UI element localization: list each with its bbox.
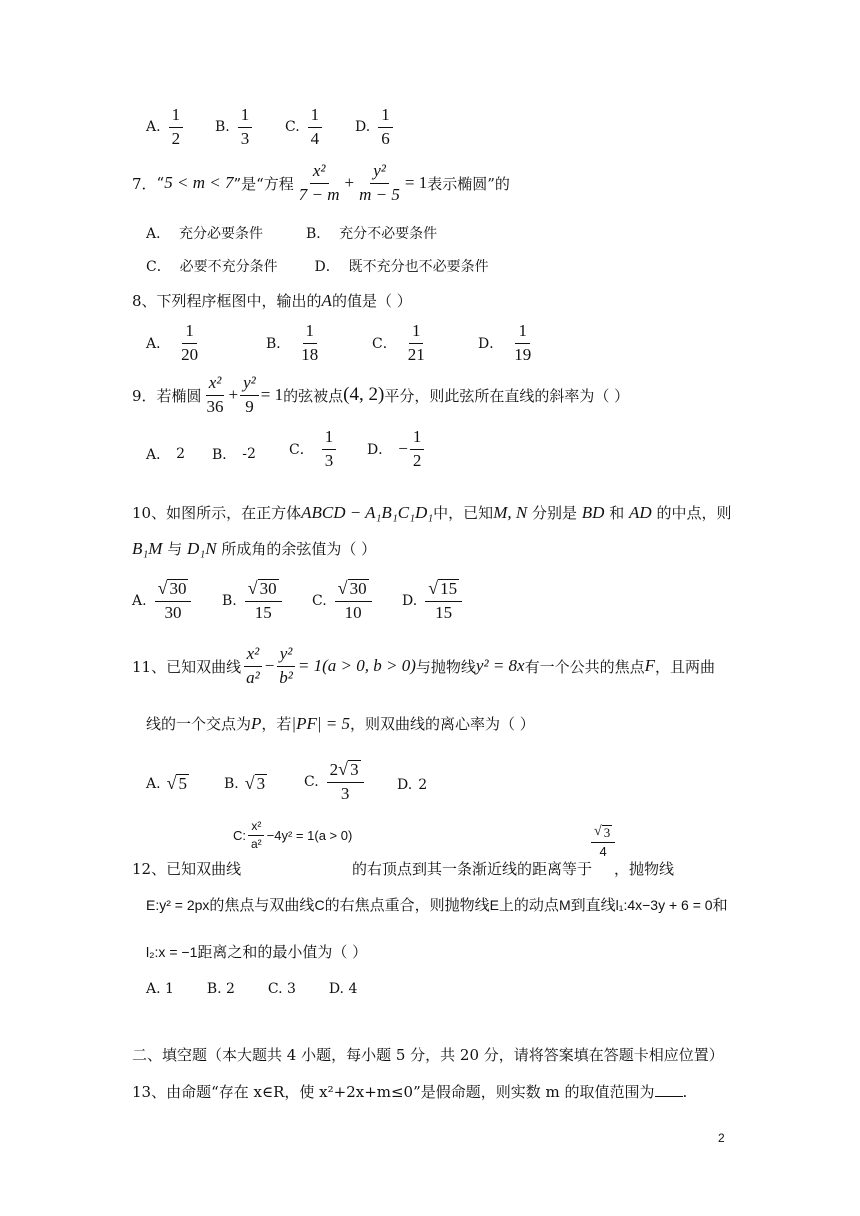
q11-stem-line-1: 11、已知双曲线 $\frac{\text{x²}}{\text{a²}}$ − $\frac{\text{y²}}{\text{b²}}$ = 1(a > 0, b > 0) 与抛物线 y² = 8x 有一个公共的焦点 F ，且两曲 [132, 644, 716, 687]
sqrt: √ 5 [166, 773, 187, 793]
option-text: 充分必要条件 [179, 226, 264, 242]
option-label: D. [355, 119, 371, 136]
option-label: D. [328, 981, 345, 997]
sqrt: √ 3 [594, 824, 611, 840]
fraction: $\frac{\text{x²}}{36}$ [206, 373, 224, 416]
sqrt: √ 30 [247, 578, 277, 598]
q12-stem-line-3: l₂:x = −1距离之和的最小值为（ ） [146, 943, 368, 961]
q12-options: A. 1 B. 2 C. 3 D. 4 [146, 981, 358, 997]
option-label: D． [314, 259, 340, 275]
option-label: B. [206, 981, 222, 997]
q6-option-c [285, 106, 324, 148]
q10-option-b: B. √ 30 15 [222, 579, 284, 622]
q8-option-c: C． $\frac{1}{21}$ [372, 322, 430, 364]
q12-stem-line-2: E:y² = 2px的焦点与双曲线C的右焦点重合，则抛物线E上的动点M到直线l₁:4x−3y + 6 = 0和 [146, 896, 728, 914]
fraction: √ 30 10 [335, 579, 372, 622]
q8-option-b: B． $\frac{1}{18}$ [266, 322, 323, 364]
option-label: A． [146, 226, 171, 242]
sqrt: √ 30 [157, 578, 187, 598]
sqrt: √ 15 [428, 578, 458, 598]
q11-option-a: A. √ 5 [146, 773, 187, 793]
q7-stem: 7． “ 5 < m < 7 ”是“方程 $\frac{\text{x²}}{7 - m}$ + $\frac{\text{y²}}{m - 5}$ = 1 表示椭圆”的 [132, 161, 510, 204]
fraction: $\frac{1}{19}$ [514, 321, 532, 364]
answer-blank [655, 1082, 683, 1097]
option-label: C. [267, 981, 283, 997]
sqrt: √ 30 [337, 578, 367, 598]
q6-option-a [146, 106, 185, 148]
q7-options-row-2 [146, 260, 489, 274]
option-text: 必要不充分条件 [179, 259, 278, 275]
q10-option-c: C. √ 30 10 [312, 579, 374, 622]
fraction: $\frac{\text{y²}}{9}$ [240, 374, 259, 416]
fraction: $\frac{1}{21}$ [407, 321, 425, 364]
q11-option-c: C. 2 √ 3 3 [304, 760, 366, 803]
q12-curve-formula: C: $\frac{\text{x²}}{\text{a²}}$ −4y² = 1(a > 0) [233, 819, 353, 852]
sqrt: √ 3 [244, 773, 266, 793]
q7-condition: 5 < m < 7 [164, 173, 234, 193]
q10-stem-line-1: 10、如图所示，在正方体ABCD − A₁B₁C₁D₁中，已知M, N 分别是 BD 和 AD 的中点，则 [132, 503, 732, 522]
fraction: 2 √ 3 3 [327, 760, 364, 803]
q6-option-d [355, 106, 395, 148]
fraction: √ 3 4 [591, 824, 615, 860]
q8-option-a: A． $\frac{1}{20}$ [146, 322, 203, 364]
option-label: B. [215, 119, 230, 136]
fraction: $\frac{\text{y²}}{\text{b²}}$ [276, 645, 296, 687]
q9-option-d: D． − $\frac{1}{2}$ [367, 428, 426, 470]
q9-option-b: B． -2 [212, 446, 256, 463]
q12-stem-mid: 的右顶点到其一条渐近线的距离等于 [352, 860, 593, 878]
option-label: B． [305, 226, 331, 242]
fraction: $\frac{1}{6}$ [378, 106, 393, 148]
fraction: √ 30 30 [155, 579, 192, 622]
q11-option-d: D. 2 [397, 777, 428, 793]
sqrt: √ 3 [338, 759, 359, 779]
page-number: 2 [718, 1131, 725, 1145]
fraction: $\frac{1}{2}$ [169, 106, 184, 148]
fraction: $\frac{\text{x²}}{7 - m}$ [298, 161, 340, 204]
section-heading: 二、填空题（本大题共 4 小题，每小题 5 分，共 20 分，请将答案填在答题卡相应位置） [132, 1046, 724, 1064]
q8-stem: 8、下列程序框图中，输出的A的值是（ ） [132, 291, 412, 310]
fraction: $\frac{\text{y²}}{m - 5}$ [359, 161, 400, 204]
q12-stem-pre: 12、已知双曲线 [132, 860, 242, 878]
fraction: $\frac{1}{2}$ [410, 428, 425, 470]
q12-distance-value [589, 824, 617, 860]
q12-stem-post: ，抛物线 [614, 860, 675, 878]
q9-option-c: C． $\frac{1}{3}$ [289, 428, 338, 470]
fraction: √ 15 15 [425, 579, 462, 622]
q13-stem: 13、由命题“存在 x∈R，使 x²+2x+m≤0”是假命题，则实数 m 的取值范围为 . [132, 1083, 688, 1101]
option-label: C. [285, 119, 300, 136]
option-text: 充分不必要条件 [339, 226, 438, 242]
fraction: √ 30 15 [245, 579, 282, 622]
q8-option-d: D． $\frac{1}{19}$ [478, 322, 536, 364]
option-label: C． [146, 259, 171, 275]
q6-option-b [215, 106, 254, 148]
q10-option-d: D. √ 15 15 [402, 579, 464, 622]
fraction: $\frac{1}{20}$ [181, 321, 199, 364]
q9-option-a: A． 2 [146, 446, 186, 463]
fraction: $\frac{\text{x²}}{\text{a²}}$ [243, 645, 263, 687]
option-text: 既不充分也不必要条件 [348, 259, 489, 275]
fraction: $\frac{1}{4}$ [308, 106, 323, 148]
q10-option-a: A. √ 30 30 [132, 579, 193, 622]
q7-options-row-1 [146, 227, 437, 241]
q9-stem: 9．若椭圆 $\frac{\text{x²}}{36}$ + $\frac{\text{y²}}{9}$ = 1 的弦被点 (4, 2) 平分，则此弦所在直线的斜率为（ ） [132, 373, 630, 416]
q10-stem-line-2: B₁M 与 D₁N 所成角的余弦值为（ ） [132, 539, 377, 558]
q11-option-b: B. √ 3 [224, 773, 266, 793]
option-label: A. [146, 119, 161, 136]
point: (4, 2) [343, 384, 385, 406]
fraction: $\frac{\text{x²}}{\text{a²}}$ [248, 820, 265, 851]
fraction: $\frac{1}{3}$ [238, 106, 253, 148]
fraction: $\frac{1}{18}$ [301, 321, 319, 364]
fraction: $\frac{1}{3}$ [322, 428, 337, 470]
option-label: A. [146, 981, 161, 997]
q11-stem-line-2: 线的一个交点为P，若|PF| = 5，则双曲线的离心率为（ ） [146, 714, 535, 733]
